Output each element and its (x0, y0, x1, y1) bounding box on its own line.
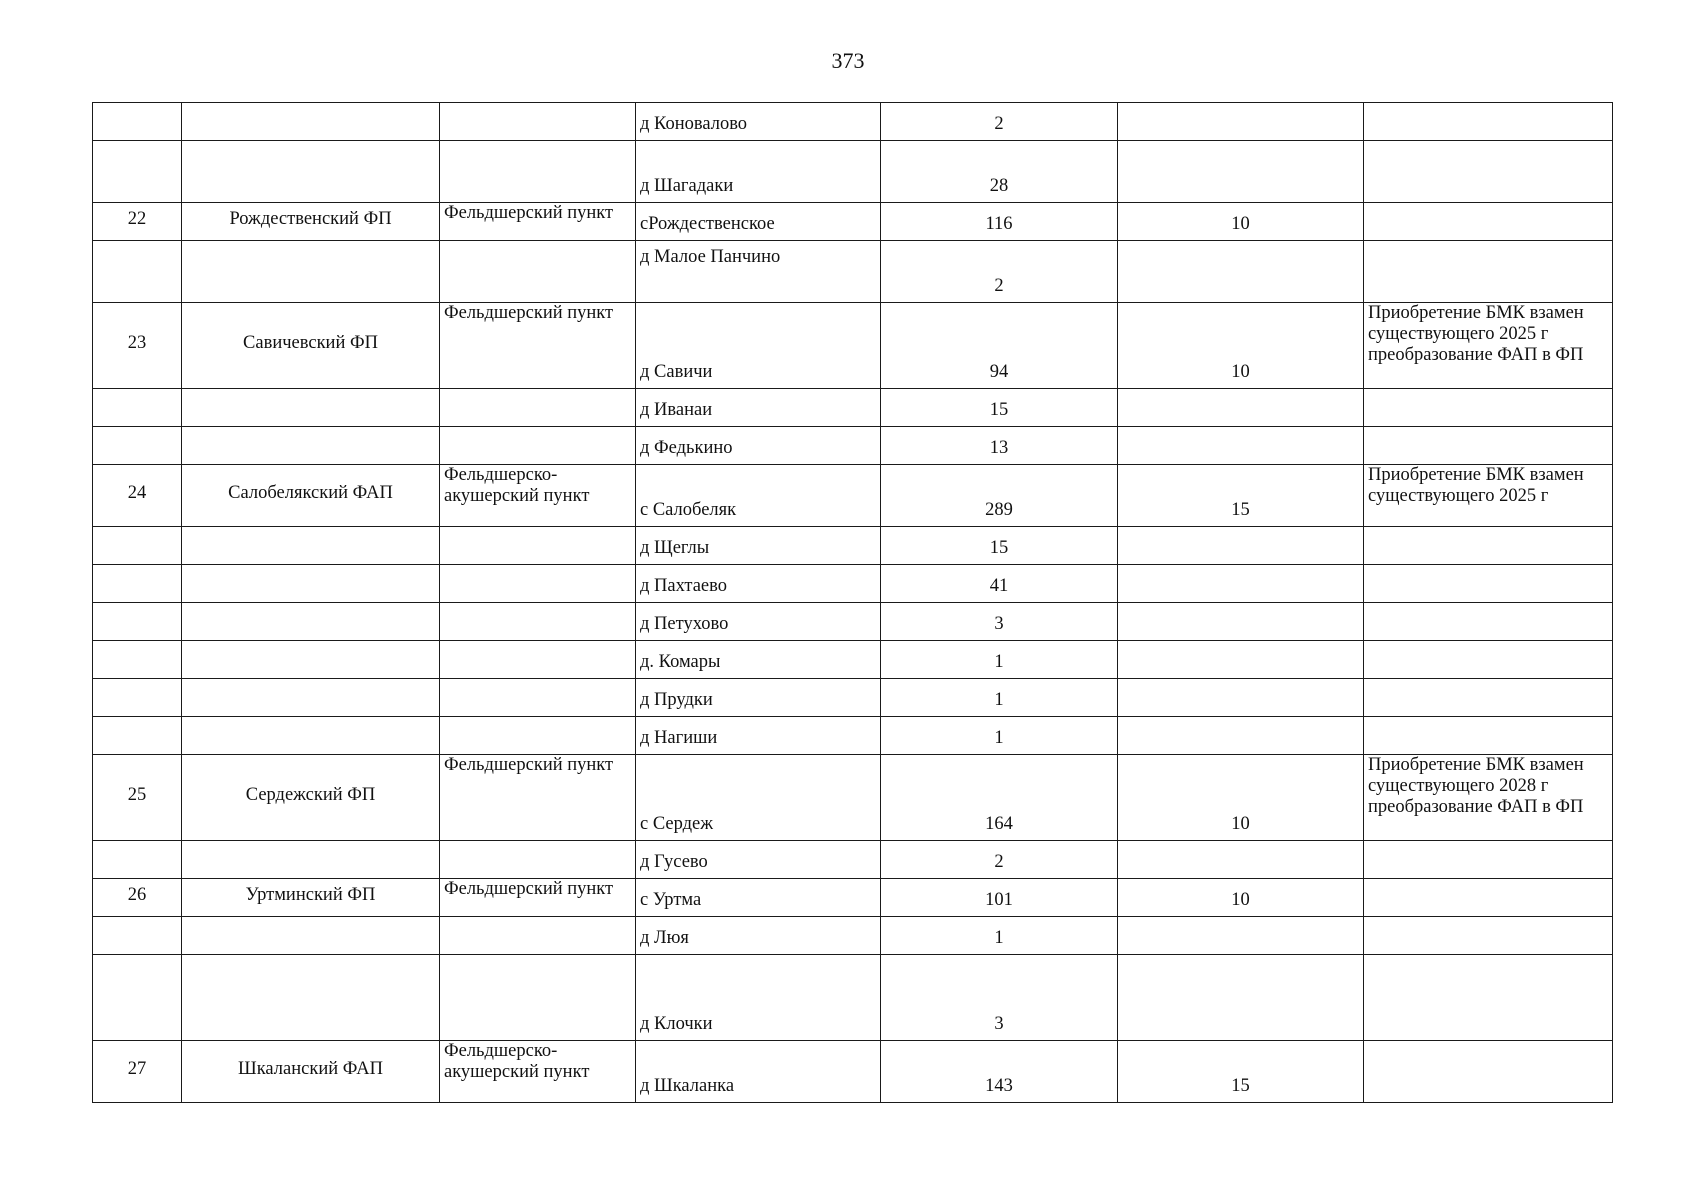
settlement-name: д Нагиши (636, 717, 881, 755)
table-row (93, 465, 1613, 527)
facility-name: Сердежский ФП (182, 755, 440, 841)
capacity-value (1118, 955, 1364, 1041)
population-count: 1 (881, 641, 1118, 679)
table-row (93, 1041, 1613, 1103)
settlement-name: с Салобеляк (636, 465, 881, 527)
facility-type (440, 141, 636, 203)
row-number (93, 679, 182, 717)
note-text (1364, 203, 1613, 241)
table-row (93, 303, 1613, 389)
facility-name (182, 641, 440, 679)
facility-name (182, 527, 440, 565)
facility-type (440, 565, 636, 603)
facility-type (440, 103, 636, 141)
note-text (1364, 679, 1613, 717)
settlement-name: с Сердеж (636, 755, 881, 841)
facility-type (440, 841, 636, 879)
settlement-name: д Шкаланка (636, 1041, 881, 1103)
settlement-name: д Гусево (636, 841, 881, 879)
note-text (1364, 841, 1613, 879)
row-number (93, 103, 182, 141)
facility-type (440, 527, 636, 565)
population-count: 101 (881, 879, 1118, 917)
population-count: 94 (881, 303, 1118, 389)
settlement-name: д Иванаи (636, 389, 881, 427)
settlement-name: д Люя (636, 917, 881, 955)
row-number: 22 (93, 203, 182, 241)
capacity-value (1118, 241, 1364, 303)
population-count: 164 (881, 755, 1118, 841)
capacity-value (1118, 603, 1364, 641)
table-row (93, 879, 1613, 917)
facility-type (440, 917, 636, 955)
page-number: 373 (831, 48, 865, 73)
population-count: 13 (881, 427, 1118, 465)
facility-name: Савичевский ФП (182, 303, 440, 389)
note-text: Приобретение БМК взамен существующего 2025 г преобразование ФАП в ФП (1364, 303, 1613, 389)
facility-type: Фельдшерско-акушерский пункт (440, 465, 636, 527)
table-row (93, 565, 1613, 603)
note-text (1364, 917, 1613, 955)
table-row (93, 603, 1613, 641)
settlement-name: д Савичи (636, 303, 881, 389)
note-text (1364, 603, 1613, 641)
table-row (93, 141, 1613, 203)
table-row (93, 241, 1613, 303)
settlement-name: д Петухово (636, 603, 881, 641)
row-number: 27 (93, 1041, 182, 1103)
table-row (93, 717, 1613, 755)
note-text (1364, 141, 1613, 203)
capacity-value (1118, 527, 1364, 565)
settlement-name: д Прудки (636, 679, 881, 717)
population-count: 15 (881, 527, 1118, 565)
settlement-name: д Шагадаки (636, 141, 881, 203)
population-count: 3 (881, 603, 1118, 641)
capacity-value (1118, 917, 1364, 955)
settlement-name: д Клочки (636, 955, 881, 1041)
facility-type (440, 241, 636, 303)
capacity-value: 10 (1118, 203, 1364, 241)
settlement-name: д Федькино (636, 427, 881, 465)
table-row (93, 755, 1613, 841)
table-row (93, 103, 1613, 141)
facility-name (182, 103, 440, 141)
capacity-value (1118, 427, 1364, 465)
facility-type: Фельдшерский пункт (440, 879, 636, 917)
table-row (93, 917, 1613, 955)
row-number: 26 (93, 879, 182, 917)
facility-type (440, 679, 636, 717)
facility-name (182, 917, 440, 955)
note-text (1364, 641, 1613, 679)
facility-type (440, 427, 636, 465)
capacity-value: 15 (1118, 1041, 1364, 1103)
row-number (93, 527, 182, 565)
capacity-value: 10 (1118, 303, 1364, 389)
facility-type (440, 955, 636, 1041)
note-text (1364, 427, 1613, 465)
facility-name (182, 717, 440, 755)
table-row (93, 203, 1613, 241)
row-number (93, 241, 182, 303)
note-text: Приобретение БМК взамен существующего 2028 г преобразование ФАП в ФП (1364, 755, 1613, 841)
population-count: 41 (881, 565, 1118, 603)
row-number (93, 565, 182, 603)
population-count: 116 (881, 203, 1118, 241)
table-row (93, 389, 1613, 427)
settlement-name: сРождественское (636, 203, 881, 241)
facility-name (182, 841, 440, 879)
capacity-value (1118, 565, 1364, 603)
capacity-value (1118, 641, 1364, 679)
capacity-value: 15 (1118, 465, 1364, 527)
note-text (1364, 955, 1613, 1041)
settlement-name: с Уртма (636, 879, 881, 917)
facility-name: Шкаланский ФАП (182, 1041, 440, 1103)
population-count: 2 (881, 103, 1118, 141)
capacity-value (1118, 389, 1364, 427)
table-row (93, 841, 1613, 879)
capacity-value (1118, 717, 1364, 755)
table-body (93, 103, 1613, 1103)
settlement-name: д Пахтаево (636, 565, 881, 603)
row-number (93, 917, 182, 955)
facilities-table (92, 102, 1613, 1103)
facility-name: Уртминский ФП (182, 879, 440, 917)
population-count: 3 (881, 955, 1118, 1041)
row-number: 23 (93, 303, 182, 389)
settlement-name: д Коновалово (636, 103, 881, 141)
facility-name: Салобелякский ФАП (182, 465, 440, 527)
note-text (1364, 389, 1613, 427)
row-number (93, 427, 182, 465)
capacity-value (1118, 141, 1364, 203)
settlement-name: д Малое Панчино (636, 241, 881, 303)
capacity-value: 10 (1118, 755, 1364, 841)
note-text (1364, 565, 1613, 603)
facility-type: Фельдшерский пункт (440, 755, 636, 841)
capacity-value (1118, 103, 1364, 141)
population-count: 1 (881, 717, 1118, 755)
note-text: Приобретение БМК взамен существующего 2025 г (1364, 465, 1613, 527)
facility-type: Фельдшерско-акушерский пункт (440, 1041, 636, 1103)
facility-name (182, 241, 440, 303)
row-number (93, 955, 182, 1041)
row-number: 25 (93, 755, 182, 841)
row-number (93, 141, 182, 203)
note-text (1364, 527, 1613, 565)
capacity-value (1118, 841, 1364, 879)
population-count: 143 (881, 1041, 1118, 1103)
facility-type: Фельдшерский пункт (440, 303, 636, 389)
facility-type (440, 603, 636, 641)
facility-type (440, 641, 636, 679)
capacity-value (1118, 679, 1364, 717)
population-count: 2 (881, 241, 1118, 303)
facility-name: Рождественский ФП (182, 203, 440, 241)
capacity-value: 10 (1118, 879, 1364, 917)
settlement-name: д Щеглы (636, 527, 881, 565)
facility-name (182, 389, 440, 427)
facility-name (182, 603, 440, 641)
facility-name (182, 427, 440, 465)
note-text (1364, 241, 1613, 303)
table-row (93, 527, 1613, 565)
settlement-name: д. Комары (636, 641, 881, 679)
note-text (1364, 717, 1613, 755)
facility-type: Фельдшерский пункт (440, 203, 636, 241)
population-count: 28 (881, 141, 1118, 203)
row-number: 24 (93, 465, 182, 527)
table-row (93, 427, 1613, 465)
row-number (93, 603, 182, 641)
population-count: 2 (881, 841, 1118, 879)
note-text (1364, 1041, 1613, 1103)
note-text (1364, 879, 1613, 917)
population-count: 1 (881, 679, 1118, 717)
population-count: 1 (881, 917, 1118, 955)
table-row (93, 641, 1613, 679)
facility-name (182, 141, 440, 203)
population-count: 289 (881, 465, 1118, 527)
row-number (93, 641, 182, 679)
facility-name (182, 565, 440, 603)
facility-name (182, 679, 440, 717)
facility-type (440, 389, 636, 427)
facility-type (440, 717, 636, 755)
row-number (93, 717, 182, 755)
table-row (93, 679, 1613, 717)
population-count: 15 (881, 389, 1118, 427)
row-number (93, 389, 182, 427)
table-row (93, 955, 1613, 1041)
note-text (1364, 103, 1613, 141)
facility-name (182, 955, 440, 1041)
row-number (93, 841, 182, 879)
